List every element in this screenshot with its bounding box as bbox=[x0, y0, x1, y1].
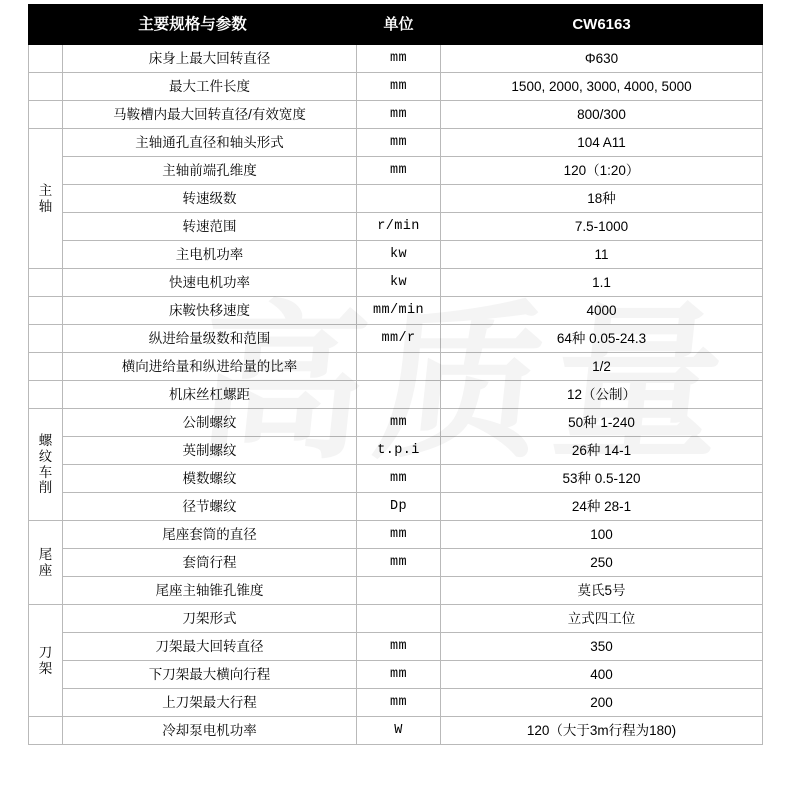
row-spec-value: 120（大于3m行程为180) bbox=[441, 717, 763, 745]
row-group-label: 主 轴 bbox=[29, 129, 63, 269]
header-cell-unit: 单位 bbox=[357, 5, 441, 45]
row-spec-value: 立式四工位 bbox=[441, 605, 763, 633]
row-group-label bbox=[29, 101, 63, 129]
row-item-label: 转速级数 bbox=[63, 185, 357, 213]
row-group-label: 尾 座 bbox=[29, 521, 63, 605]
table-row bbox=[29, 73, 763, 101]
row-unit-value: t.p.i bbox=[357, 437, 441, 465]
row-spec-value: 12（公制） bbox=[441, 381, 763, 409]
row-spec-value: 104 A11 bbox=[441, 129, 763, 157]
row-item-label: 主轴前端孔维度 bbox=[63, 157, 357, 185]
row-item-label: 模数螺纹 bbox=[63, 465, 357, 493]
row-spec-value: 18种 bbox=[441, 185, 763, 213]
row-unit-value bbox=[357, 381, 441, 409]
row-spec-value: 50种 1-240 bbox=[441, 409, 763, 437]
row-unit-value: mm bbox=[357, 661, 441, 689]
row-item-label: 径节螺纹 bbox=[63, 493, 357, 521]
row-spec-value: Φ630 bbox=[441, 45, 763, 73]
table-row bbox=[29, 717, 763, 745]
table-row bbox=[29, 605, 763, 633]
row-unit-value: mm bbox=[357, 73, 441, 101]
row-unit-value bbox=[357, 605, 441, 633]
row-spec-value: 250 bbox=[441, 549, 763, 577]
row-unit-value: mm bbox=[357, 157, 441, 185]
row-item-label: 刀架形式 bbox=[63, 605, 357, 633]
row-unit-value: mm bbox=[357, 101, 441, 129]
specification-table-container bbox=[28, 4, 762, 745]
table-row bbox=[29, 437, 763, 465]
row-group-label bbox=[29, 73, 63, 101]
row-spec-value: 1500, 2000, 3000, 4000, 5000 bbox=[441, 73, 763, 101]
row-spec-value: 4000 bbox=[441, 297, 763, 325]
row-spec-value: 800/300 bbox=[441, 101, 763, 129]
row-item-label: 英制螺纹 bbox=[63, 437, 357, 465]
row-unit-value: mm/r bbox=[357, 325, 441, 353]
table-header bbox=[29, 5, 763, 45]
row-group-label bbox=[29, 381, 63, 409]
row-group-label bbox=[29, 353, 63, 381]
row-group-label bbox=[29, 717, 63, 745]
row-spec-value: 120（1:20） bbox=[441, 157, 763, 185]
row-item-label: 下刀架最大横向行程 bbox=[63, 661, 357, 689]
row-spec-value: 53种 0.5-120 bbox=[441, 465, 763, 493]
table-row bbox=[29, 465, 763, 493]
row-item-label: 床身上最大回转直径 bbox=[63, 45, 357, 73]
row-unit-value: r/min bbox=[357, 213, 441, 241]
row-spec-value: 64种 0.05-24.3 bbox=[441, 325, 763, 353]
row-unit-value: mm bbox=[357, 45, 441, 73]
table-row bbox=[29, 213, 763, 241]
table-row bbox=[29, 269, 763, 297]
table-row bbox=[29, 241, 763, 269]
row-item-label: 主轴通孔直径和轴头形式 bbox=[63, 129, 357, 157]
row-unit-value: mm/min bbox=[357, 297, 441, 325]
row-item-label: 床鞍快移速度 bbox=[63, 297, 357, 325]
header-cell-spec: 主要规格与参数 bbox=[29, 5, 357, 45]
row-spec-value: 26种 14-1 bbox=[441, 437, 763, 465]
row-spec-value: 1.1 bbox=[441, 269, 763, 297]
row-spec-value: 350 bbox=[441, 633, 763, 661]
specification-table bbox=[28, 4, 763, 745]
row-unit-value: W bbox=[357, 717, 441, 745]
row-spec-value: 莫氏5号 bbox=[441, 577, 763, 605]
row-group-label bbox=[29, 297, 63, 325]
row-unit-value: mm bbox=[357, 465, 441, 493]
row-unit-value: mm bbox=[357, 521, 441, 549]
row-unit-value bbox=[357, 185, 441, 213]
table-row bbox=[29, 521, 763, 549]
row-unit-value: mm bbox=[357, 409, 441, 437]
row-item-label: 快速电机功率 bbox=[63, 269, 357, 297]
row-item-label: 纵进给量级数和范围 bbox=[63, 325, 357, 353]
row-item-label: 横向进给量和纵进给量的比率 bbox=[63, 353, 357, 381]
row-spec-value: 24种 28-1 bbox=[441, 493, 763, 521]
row-item-label: 马鞍槽内最大回转直径/有效宽度 bbox=[63, 101, 357, 129]
table-row bbox=[29, 325, 763, 353]
row-unit-value: mm bbox=[357, 549, 441, 577]
row-group-label: 刀 架 bbox=[29, 605, 63, 717]
row-item-label: 冷却泵电机功率 bbox=[63, 717, 357, 745]
row-group-label: 螺 纹 车 削 bbox=[29, 409, 63, 521]
row-item-label: 刀架最大回转直径 bbox=[63, 633, 357, 661]
table-row bbox=[29, 157, 763, 185]
table-row bbox=[29, 409, 763, 437]
row-item-label: 尾座主轴锥孔锥度 bbox=[63, 577, 357, 605]
table-row bbox=[29, 297, 763, 325]
row-unit-value bbox=[357, 577, 441, 605]
row-item-label: 套筒行程 bbox=[63, 549, 357, 577]
row-item-label: 转速范围 bbox=[63, 213, 357, 241]
row-unit-value: mm bbox=[357, 633, 441, 661]
row-item-label: 主电机功率 bbox=[63, 241, 357, 269]
row-unit-value: mm bbox=[357, 689, 441, 717]
table-body bbox=[29, 45, 763, 745]
table-row bbox=[29, 45, 763, 73]
row-spec-value: 1/2 bbox=[441, 353, 763, 381]
row-unit-value: Dp bbox=[357, 493, 441, 521]
table-row bbox=[29, 689, 763, 717]
row-spec-value: 400 bbox=[441, 661, 763, 689]
table-row bbox=[29, 353, 763, 381]
header-cell-model: CW6163 bbox=[441, 5, 763, 45]
row-spec-value: 7.5-1000 bbox=[441, 213, 763, 241]
table-row bbox=[29, 661, 763, 689]
row-group-label bbox=[29, 325, 63, 353]
table-row bbox=[29, 185, 763, 213]
row-item-label: 上刀架最大行程 bbox=[63, 689, 357, 717]
row-group-label bbox=[29, 45, 63, 73]
table-row bbox=[29, 633, 763, 661]
row-unit-value: kw bbox=[357, 269, 441, 297]
row-spec-value: 100 bbox=[441, 521, 763, 549]
row-item-label: 最大工件长度 bbox=[63, 73, 357, 101]
row-item-label: 公制螺纹 bbox=[63, 409, 357, 437]
row-item-label: 尾座套筒的直径 bbox=[63, 521, 357, 549]
row-unit-value: kw bbox=[357, 241, 441, 269]
table-row bbox=[29, 381, 763, 409]
table-row bbox=[29, 493, 763, 521]
row-item-label: 机床丝杠螺距 bbox=[63, 381, 357, 409]
row-spec-value: 11 bbox=[441, 241, 763, 269]
table-row bbox=[29, 549, 763, 577]
row-spec-value: 200 bbox=[441, 689, 763, 717]
table-header-row bbox=[29, 5, 763, 45]
table-row bbox=[29, 101, 763, 129]
table-row bbox=[29, 577, 763, 605]
row-unit-value: mm bbox=[357, 129, 441, 157]
row-group-label bbox=[29, 269, 63, 297]
table-row bbox=[29, 129, 763, 157]
row-unit-value bbox=[357, 353, 441, 381]
